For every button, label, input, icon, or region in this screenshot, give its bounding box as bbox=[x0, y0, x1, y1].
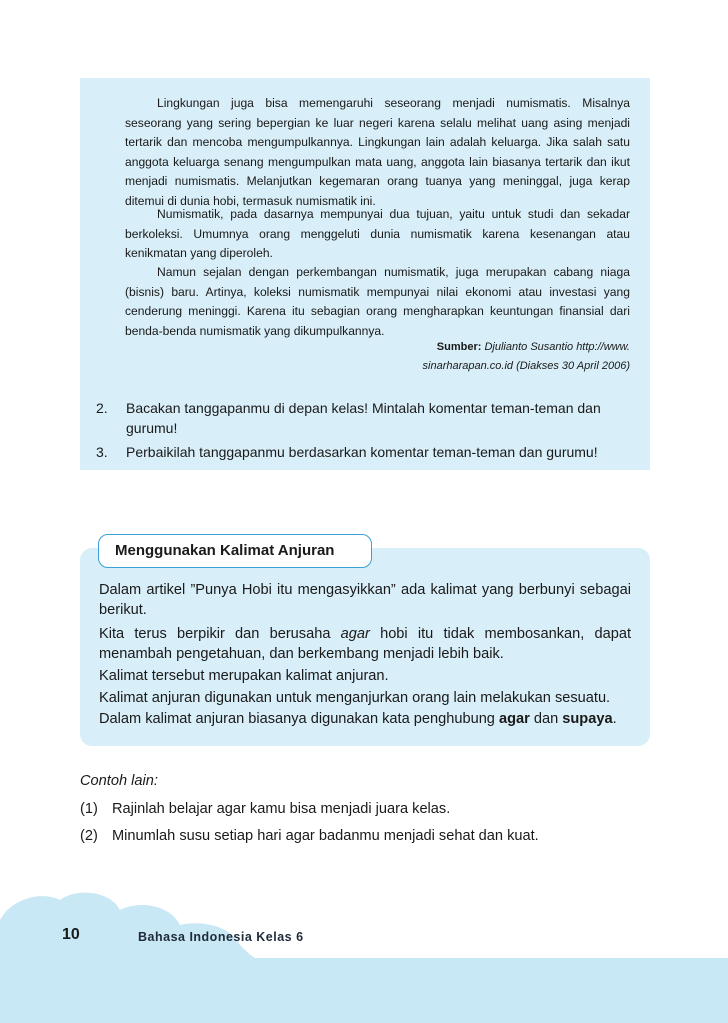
source-line-2: sinarharapan.co.id (Diakses 30 April 2006) bbox=[422, 360, 630, 372]
section-line-1: Dalam artikel ”Punya Hobi itu mengasyikkan” ada kalimat yang berbunyi sebagai berikut. bbox=[99, 582, 631, 618]
article-paragraph-3: Namun sejalan dengan perkembangan numismatik, juga merupakan cabang niaga (bisnis) baru. Artinya, koleksi numismatik mempunyai nilai ekonomi atau investasi yang cenderung meninggi. Karena itu sebagian orang mengharapkan keuntungan finansial dari benda-benda numismatik yang dikumpulkannya. bbox=[125, 265, 630, 338]
page-number: 10 bbox=[62, 926, 80, 943]
example-2: (2) Minumlah susu setiap hari agar badanmu menjadi sehat dan kuat. bbox=[80, 828, 539, 844]
question-number: 2. bbox=[96, 400, 108, 416]
section-line-5: Dalam kalimat anjuran biasanya digunakan kata penghubung agar dan supaya. bbox=[99, 711, 617, 727]
example-1: (1) Rajinlah belajar agar kamu bisa menjadi juara kelas. bbox=[80, 801, 451, 817]
question-text: Bacakan tanggapanmu di depan kelas! Mintalah komentar teman-teman dan gurumu! bbox=[126, 400, 601, 436]
question-text: Perbaikilah tanggapanmu berdasarkan komentar teman-teman dan gurumu! bbox=[126, 444, 598, 460]
emphasis-agar: agar bbox=[340, 626, 370, 642]
book-title: Bahasa Indonesia Kelas 6 bbox=[138, 930, 304, 944]
section-title: Menggunakan Kalimat Anjuran bbox=[98, 534, 372, 568]
article-source bbox=[330, 338, 630, 376]
question-number: 3. bbox=[96, 444, 108, 460]
section-line-4: Kalimat anjuran digunakan untuk menganjurkan orang lain melakukan sesuatu. bbox=[99, 690, 611, 706]
examples-title: Contoh lain: bbox=[80, 773, 158, 789]
article-paragraph-1: Lingkungan juga bisa memengaruhi seseorang menjadi numismatis. Misalnya seseorang yang sering bepergian ke luar negeri karena selalu melihat uang asing menjadi tertarik dan mencoba mengumpulkannya. Lingkungan lain adalah keluarga. Jika salah satu anggota keluarga senang mengumpulkan mata uang, anggota lain biasanya tertarik dan ikut menjadi numismatis. Melanjutkan kegemaran orang tuanya yang meninggal, juga kerap ditemui di dunia hobi, termasuk numismatik ini. bbox=[125, 96, 630, 208]
source-label: Sumber: bbox=[436, 341, 482, 353]
section-line-2: Kita terus berpikir dan berusaha agar hobi itu tidak membosankan, dapat menambah pengetahuan, dan berkembang menjadi lebih baik. bbox=[99, 626, 632, 662]
keyword-agar: agar bbox=[498, 711, 530, 727]
source-line-1: Djulianto Susantio http://www. bbox=[484, 341, 630, 353]
article-paragraph-2: Numismatik, pada dasarnya mempunyai dua tujuan, yaitu untuk studi dan sekadar berkoleksi. Umumnya orang menggeluti dunia numismatik karena kesenangan atau kenikmatan yang diperoleh. bbox=[125, 207, 630, 260]
keyword-supaya: supaya bbox=[562, 711, 613, 727]
section-line-3: Kalimat tersebut merupakan kalimat anjuran. bbox=[99, 668, 389, 684]
cloud-decoration bbox=[0, 890, 728, 1023]
